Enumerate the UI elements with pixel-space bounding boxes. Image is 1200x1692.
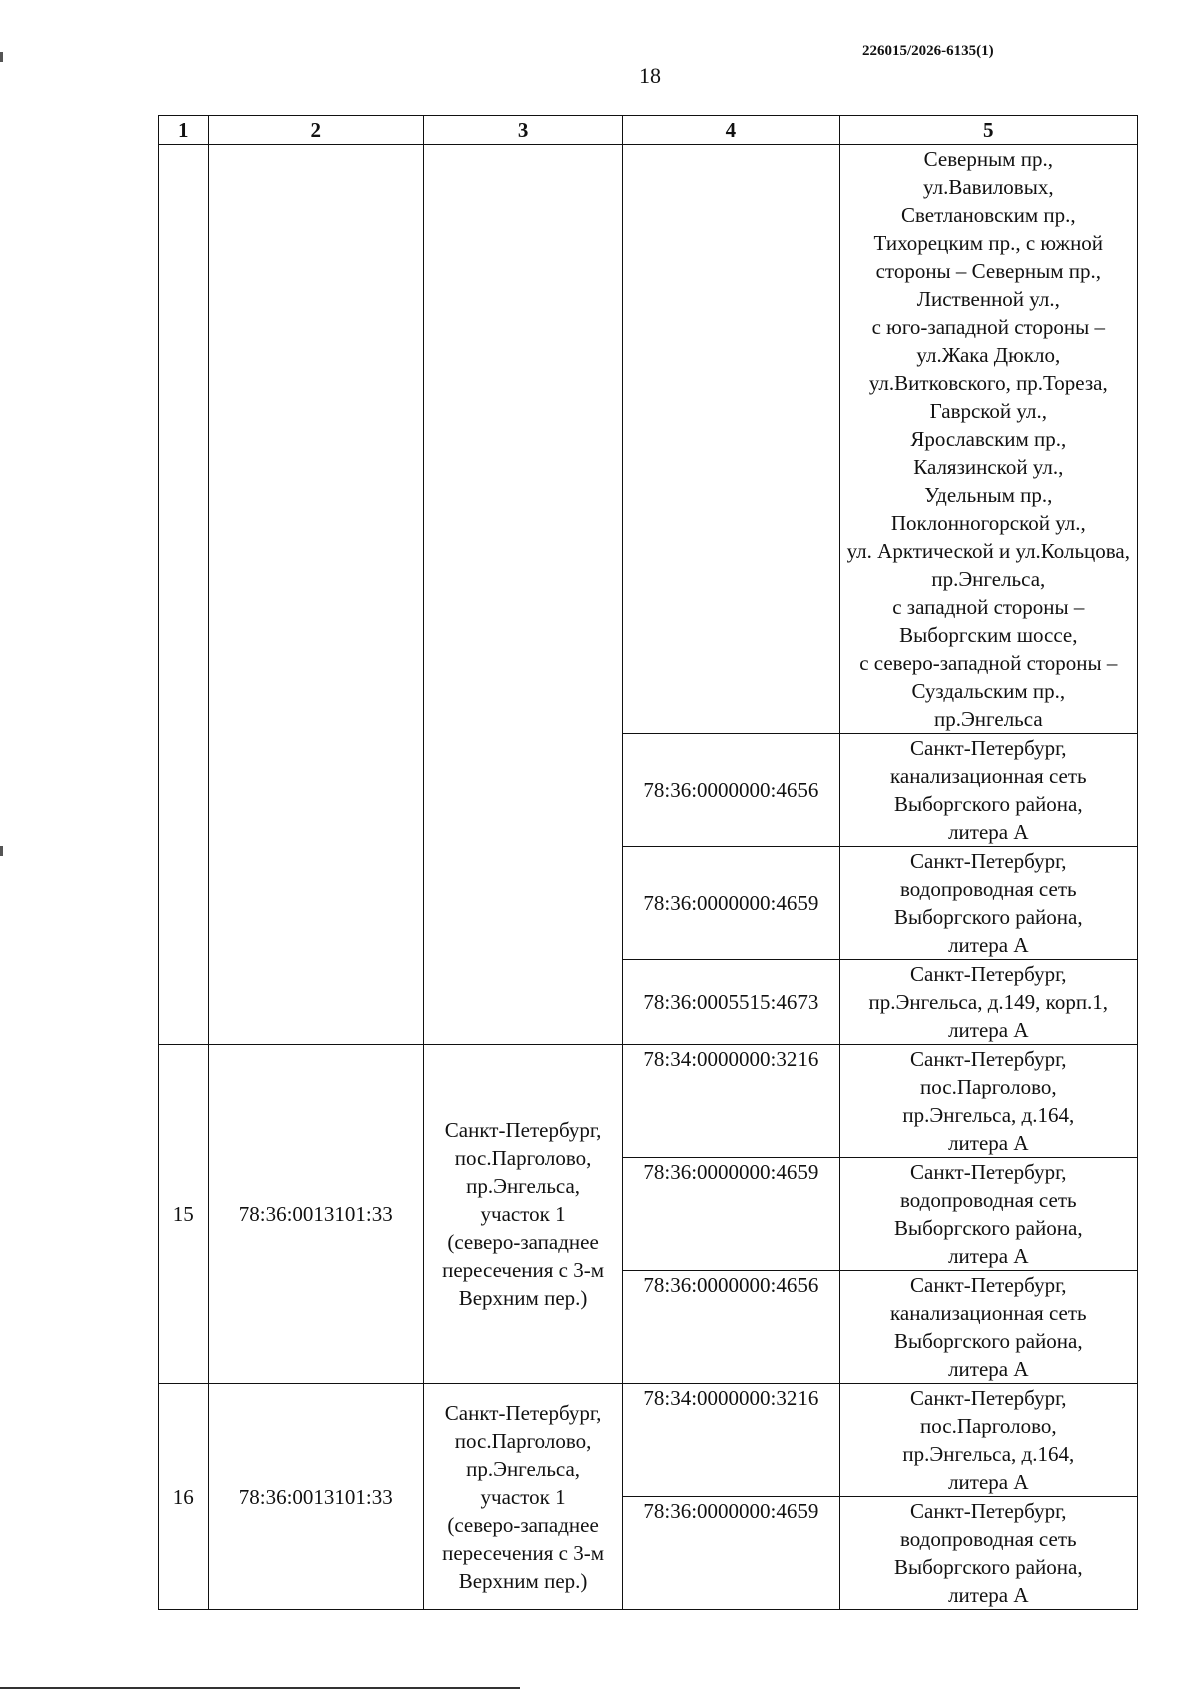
address-cell: Санкт-Петербург, водопроводная сеть Выборгского района, литера А bbox=[839, 1158, 1137, 1271]
scan-margin-mark bbox=[0, 846, 3, 856]
address-cell: Санкт-Петербург, пос.Парголово, пр.Энгельса, д.164, литера А bbox=[839, 1045, 1137, 1158]
cadastral-cell: 78:36:0013101:33 bbox=[208, 1384, 423, 1610]
number-cell: 15 bbox=[159, 1045, 209, 1384]
table-row bbox=[159, 1045, 1138, 1158]
address-cell: Северным пр., ул.Вавиловых, Светлановским пр., Тихорецким пр., с южной стороны – Северным пр., Лиственной ул., с юго-западной стороны – ул.Жака Дюкло, ул.Витковского, пр.Тореза, Гаврской ул., Ярославским пр., Калязинской ул., Удельным пр., Поклонногорской ул., ул. Арктической и ул.Кольцова, пр.Энгельса, с западной стороны – Выборгским шоссе, с северо-западной стороны – Суздальским пр., пр.Энгельса bbox=[839, 145, 1137, 734]
location-cell: Санкт-Петербург, пос.Парголово, пр.Энгельса, участок 1 (северо-западнее пересечения с 3-м Верхним пер.) bbox=[423, 1384, 622, 1610]
scan-edge-line bbox=[0, 1687, 520, 1689]
cadastral-cell: 78:34:0000000:3216 bbox=[623, 1045, 839, 1158]
page-number: 18 bbox=[639, 63, 661, 88]
address-cell: Санкт-Петербург, водопроводная сеть Выборгского района, литера А bbox=[839, 847, 1137, 960]
column-header: 1 bbox=[159, 116, 209, 145]
column-header: 5 bbox=[839, 116, 1137, 145]
address-cell: Санкт-Петербург, канализационная сеть Выборгского района, литера А bbox=[839, 1271, 1137, 1384]
cadastral-cell bbox=[208, 145, 423, 1045]
cadastral-cell: 78:36:0013101:33 bbox=[208, 1045, 423, 1384]
document-id: 226015/2026-6135(1) bbox=[862, 43, 994, 59]
number-cell: 16 bbox=[159, 1384, 209, 1610]
table-row bbox=[159, 145, 1138, 734]
table-row bbox=[159, 1384, 1138, 1497]
cadastral-cell: 78:36:0000000:4659 bbox=[623, 1158, 839, 1271]
cadastral-cell: 78:36:0000000:4659 bbox=[623, 1497, 839, 1610]
column-number-row bbox=[159, 116, 1138, 145]
number-cell bbox=[159, 145, 209, 1045]
address-cell: Санкт-Петербург, водопроводная сеть Выборгского района, литера А bbox=[839, 1497, 1137, 1610]
address-cell: Санкт-Петербург, пос.Парголово, пр.Энгельса, д.164, литера А bbox=[839, 1384, 1137, 1497]
cadastral-cell: 78:36:0005515:4673 bbox=[623, 960, 839, 1045]
cadastral-cell: 78:36:0000000:4656 bbox=[623, 734, 839, 847]
cadastral-cell: 78:36:0000000:4656 bbox=[623, 1271, 839, 1384]
land-plots-table bbox=[158, 115, 1138, 1610]
column-header: 3 bbox=[423, 116, 622, 145]
address-cell: Санкт-Петербург, пр.Энгельса, д.149, корп.1, литера А bbox=[839, 960, 1137, 1045]
address-cell: Санкт-Петербург, канализационная сеть Выборгского района, литера А bbox=[839, 734, 1137, 847]
location-cell bbox=[423, 145, 622, 1045]
location-cell: Санкт-Петербург, пос.Парголово, пр.Энгельса, участок 1 (северо-западнее пересечения с 3-м Верхним пер.) bbox=[423, 1045, 622, 1384]
column-header: 4 bbox=[623, 116, 839, 145]
cadastral-cell: 78:36:0000000:4659 bbox=[623, 847, 839, 960]
cadastral-cell bbox=[623, 145, 839, 734]
cadastral-cell: 78:34:0000000:3216 bbox=[623, 1384, 839, 1497]
scan-margin-mark bbox=[0, 52, 3, 62]
column-header: 2 bbox=[208, 116, 423, 145]
